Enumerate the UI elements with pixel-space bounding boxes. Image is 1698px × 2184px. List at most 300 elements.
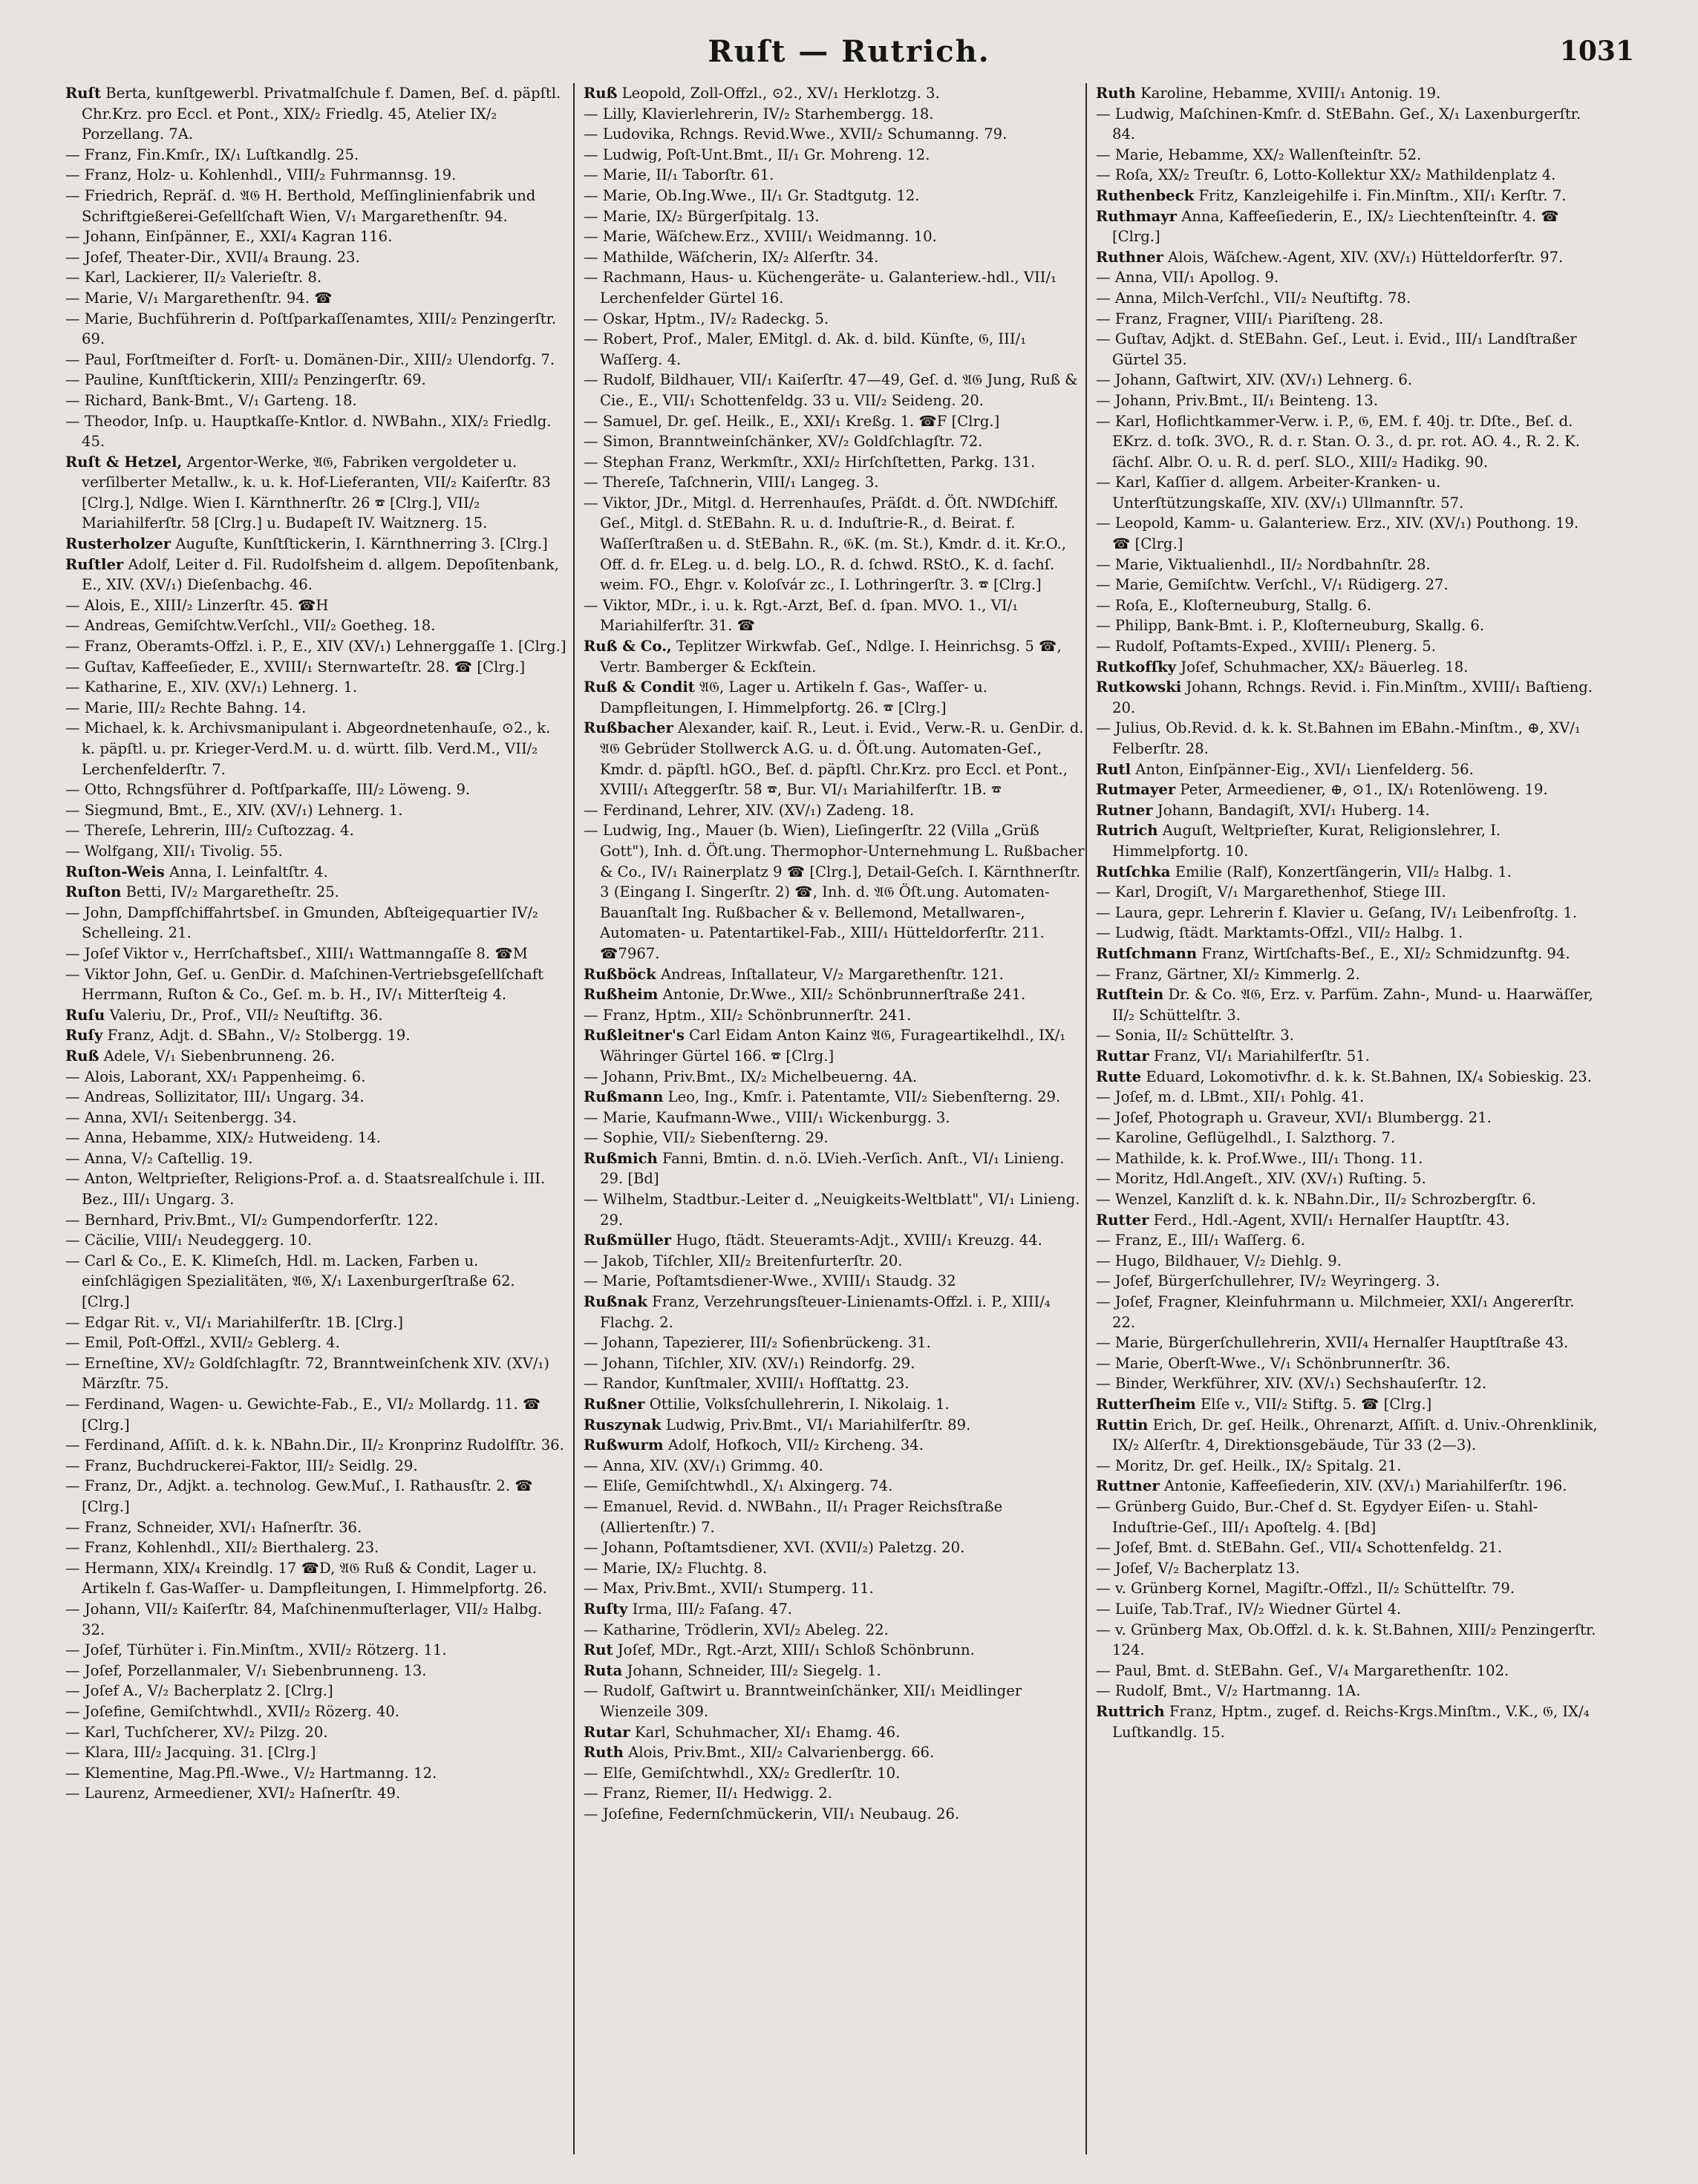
entry-details: — Viktor, MDr., i. u. k. Rgt.-Arzt, Beſ. d. ſpan. MVO. 1., VI/₁ Mariahilferſtr. 31. ☎ <box>584 596 1019 635</box>
entry-details: — Stephan Franz, Werkmſtr., XXI/₂ Hirſchſtetten, Parkg. 131. <box>584 453 1036 471</box>
entry-details: Karl, Schuhmacher, XI/₁ Ehamg. 46. <box>634 1723 901 1741</box>
entry-details: — Oskar, Hptm., IV/₂ Radeckg. 5. <box>584 310 829 327</box>
directory-entry <box>1096 820 1598 861</box>
directory-entry <box>584 636 1085 677</box>
directory-entry <box>584 1456 1085 1477</box>
entry-details: — Otto, Rchngsführer d. Poſtſparkaſſe, III/₂ Löweng. 9. <box>65 781 471 799</box>
directory-entry <box>584 267 1085 308</box>
entry-surname: Rußleitner's <box>584 1027 685 1044</box>
entry-details: — Marie, Buchführerin d. Poſtſparkaſſenamtes, XIII/₂ Penzingerſtr. 69. <box>65 310 557 348</box>
entry-details: — Rudolf, Bmt., V/₂ Hartmanng. 1A. <box>1096 1682 1361 1700</box>
directory-entry <box>1096 247 1598 268</box>
directory-entry <box>1096 1394 1598 1415</box>
directory-entry <box>65 247 567 268</box>
entry-details: — Johann, Tiſchler, XIV. (XV/₁) Reindorfg. 29. <box>584 1354 915 1372</box>
entry-details: — Anna, XVI/₁ Seitenbergg. 34. <box>65 1108 297 1126</box>
directory-entry <box>65 615 567 636</box>
directory-entry <box>584 431 1085 452</box>
directory-entry <box>65 1210 567 1231</box>
directory-entry <box>65 1681 567 1701</box>
entry-details: — Klementine, Mag.Pfl.-Wwe., V/₂ Hartmanng. 12. <box>65 1764 437 1782</box>
directory-entry <box>65 820 567 841</box>
entry-details: — Joſef A., V/₂ Bacherplatz 2. [Clrg.] <box>65 1682 333 1700</box>
directory-entry <box>65 1312 567 1333</box>
entry-details: — Anna, XIV. (XV/₁) Grimmg. 40. <box>584 1456 823 1474</box>
entry-details: — Katharine, Trödlerin, XVI/₂ Abeleg. 22. <box>584 1621 889 1638</box>
directory-entry <box>65 1701 567 1722</box>
column-divider <box>1085 83 1087 2154</box>
entry-details: — Marie, V/₁ Margarethenſtr. 94. ☎ <box>65 289 333 307</box>
entry-details: — Hermann, XIX/₄ Kreindlg. 17 ☎D, 𝔄𝔊 Ruß & Condit, Lager u. Artikeln f. Gas-Waſſer- u. Dampfleitungen, I. Himmelpfortg. 26. <box>65 1559 548 1598</box>
entry-details: Franz, Wirtſchafts-Beſ., E., XI/₂ Schmidzunftg. 94. <box>1201 944 1570 962</box>
directory-entry <box>65 595 567 616</box>
directory-entry <box>584 1537 1085 1558</box>
directory-entry <box>65 1517 567 1538</box>
entry-details: — Joſef, Photograph u. Graveur, XVI/₁ Blumbergg. 21. <box>1096 1108 1492 1126</box>
entry-surname: Ruth <box>584 1744 624 1762</box>
directory-entry <box>65 309 567 350</box>
directory-entry <box>1096 984 1598 1025</box>
directory-entry <box>65 83 567 145</box>
directory-entry <box>584 1578 1085 1599</box>
directory-entry <box>1096 923 1598 944</box>
entry-surname: Ruttar <box>1096 1047 1149 1065</box>
entry-details: — Michael, k. k. Archivsmanipulant i. Abgeordnetenhauſe, ⊙2., k. k. päpſtl. u. pr. Krieger-Verd.M. u. d. württ. ſilb. Verd.M., VII/₂ Lerchenfelderſtr. 7. <box>65 719 551 778</box>
directory-entry <box>584 309 1085 330</box>
directory-entry <box>584 104 1085 125</box>
column-divider <box>573 83 575 2154</box>
directory-entry <box>1096 1578 1598 1599</box>
directory-entry <box>1096 1681 1598 1701</box>
directory-entry <box>65 1128 567 1148</box>
entry-details: — Ludwig, Poſt-Unt.Bmt., II/₁ Gr. Mohreng. 12. <box>584 146 930 163</box>
entry-details: Franz, Hptm., zugef. d. Reichs-Krgs.Minſtm., V.K., 𝔊, IX/₄ Luſtkandlg. 15. <box>1112 1702 1590 1741</box>
entry-details: — Klara, III/₂ Jacquing. 31. [Clrg.] <box>65 1744 316 1762</box>
directory-entry <box>584 1681 1085 1722</box>
entry-details: — Luiſe, Tab.Traf., IV/₂ Wiedner Gürtel 4. <box>1096 1600 1402 1618</box>
directory-entry <box>1096 1415 1598 1456</box>
entry-details: — Moritz, Hdl.Angeſt., XIV. (XV/₁) Ruſting. 5. <box>1096 1170 1426 1188</box>
directory-entry <box>65 267 567 288</box>
directory-entry <box>1096 1373 1598 1394</box>
directory-entry <box>65 390 567 411</box>
entry-surname: Rutter <box>1096 1211 1149 1229</box>
directory-entry <box>65 903 567 944</box>
directory-entry <box>584 1230 1085 1251</box>
entry-details: — Marie, Gemiſchtw. Verſchl., V/₁ Rüdigerg. 27. <box>1096 576 1449 594</box>
entry-details: — Wenzel, Kanzliſt d. k. k. NBahn.Dir., II/₂ Schrozbergſtr. 6. <box>1096 1191 1536 1209</box>
directory-entry <box>1096 329 1598 370</box>
directory-entry <box>1096 1701 1598 1742</box>
directory-entry <box>584 677 1085 718</box>
directory-entry <box>65 534 567 555</box>
entry-surname: Rutſchka <box>1096 863 1171 880</box>
entry-details: — Rudolf, Gaſtwirt u. Branntweinſchänker, XII/₁ Meidlinger Wienzeile 309. <box>584 1682 1022 1720</box>
entry-surname: Ruszynak <box>584 1416 662 1433</box>
entry-details: Anna, I. Leinfaltſtr. 4. <box>169 863 328 880</box>
directory-entry <box>1096 1537 1598 1558</box>
entry-details: — John, Dampfſchiffahrtsbeſ. in Gmunden, Abſteigequartier IV/₂ Schelleing. 21. <box>65 903 538 942</box>
entry-details: Ferd., Hdl.-Agent, XVII/₁ Hernalſer Hauptſtr. 43. <box>1153 1211 1510 1229</box>
entry-details: — Samuel, Dr. geſ. Heilk., E., XXI/₁ Kreßg. 1. ☎F [Clrg.] <box>584 412 1000 430</box>
directory-entry <box>65 1025 567 1046</box>
directory-entry <box>584 247 1085 268</box>
directory-entry <box>584 1763 1085 1784</box>
entry-details: — Joſef, Bürgerſchullehrer, IV/₂ Weyringerg. 3. <box>1096 1272 1440 1290</box>
directory-entry <box>65 1046 567 1067</box>
entry-details: — Franz, Gärtner, XI/₂ Kimmerlg. 2. <box>1096 965 1360 983</box>
entry-surname: Rut <box>584 1641 613 1659</box>
column-right <box>1096 83 1598 1742</box>
directory-entry <box>65 1005 567 1026</box>
entry-surname: Rußmann <box>584 1088 664 1106</box>
entry-details: — Rudolf, Poſtamts-Exped., XVIII/₁ Plenerg. 5. <box>1096 638 1436 655</box>
entry-details: Erich, Dr. geſ. Heilk., Ohrenarzt, Aſſiſt. d. Univ.-Ohrenklinik, IX/₂ Alſerſtr. 4, Direktionsgebäude, Tür 33 (2—3). <box>1112 1416 1598 1454</box>
directory-entry <box>584 1025 1085 1066</box>
entry-details: — Viktor John, Geſ. u. GenDir. d. Maſchinen-Vertriebsgeſellſchaft Herrmann, Ruſton & Co., Geſ. m. b. H., IV/₁ Mitterſteig 4. <box>65 965 543 1004</box>
directory-entry <box>1096 718 1598 759</box>
entry-surname: Rutrich <box>1096 822 1158 840</box>
directory-entry <box>1096 575 1598 595</box>
entry-surname: Ruſt <box>65 85 102 102</box>
directory-entry <box>65 165 567 186</box>
column-middle <box>584 83 1085 1824</box>
entry-details: — Joſef, Porzellanmaler, V/₁ Siebenbrunneng. 13. <box>65 1661 427 1679</box>
entry-details: — Johann, Einſpänner, E., XXI/₄ Kagran 116. <box>65 228 393 246</box>
directory-entry <box>584 1333 1085 1353</box>
directory-entry <box>1096 186 1598 206</box>
directory-entry <box>65 1394 567 1435</box>
directory-entry <box>584 1251 1085 1272</box>
directory-entry <box>1096 83 1598 104</box>
entry-surname: Rußböck <box>584 965 656 983</box>
directory-entry <box>1096 862 1598 883</box>
entry-details: — Simon, Branntweinſchänker, XV/₂ Goldſchlagſtr. 72. <box>584 433 983 451</box>
entry-details: — Joſefine, Gemiſchtwhdl., XVII/₂ Rözerg. 40. <box>65 1702 400 1720</box>
entry-details: Johann, Bandagiſt, XVI/₁ Huberg. 14. <box>1157 801 1430 819</box>
entry-details: — Franz, Buchdruckerei-Faktor, III/₂ Seidlg. 29. <box>65 1456 418 1474</box>
entry-details: Johann, Schneider, III/₂ Siegelg. 1. <box>627 1661 881 1679</box>
entry-details: — Emil, Poſt-Offzl., XVII/₂ Geblerg. 4. <box>65 1334 340 1352</box>
entry-details: Leopold, Zoll-Offzl., ⊙2., XV/₁ Herklotzg. 3. <box>621 85 940 102</box>
directory-entry <box>584 1292 1085 1333</box>
entry-surname: Ruth <box>1096 85 1136 102</box>
entry-details: Argentor-Werke, 𝔄𝔊, Fabriken vergoldeter u. verſilberter Metallw., k. u. k. Hof-Lieferanten, VII/₂ Kaiſerſtr. 83 [Clrg.], Ndlge. Wien I. Kärnthnerſtr. 26 ☎ [Clrg.], VII/₂ Mariahilferſtr. 58 [Clrg.] u. Budapeſt IV. Waitznerg. 15. <box>82 453 551 532</box>
directory-entry <box>1096 309 1598 330</box>
page-number: 1031 <box>1559 36 1634 67</box>
directory-entry <box>65 1661 567 1681</box>
directory-entry <box>584 1722 1085 1743</box>
entry-details: Antonie, Kaffeeſiederin, XIV. (XV/₁) Mariahilferſtr. 196. <box>1163 1477 1567 1495</box>
directory-entry <box>1096 165 1598 186</box>
directory-entry <box>65 1456 567 1477</box>
entry-details: — Ferdinand, Wagen- u. Gewichte-Fab., E., VI/₂ Mollardg. 11. ☎ [Clrg.] <box>65 1396 541 1433</box>
entry-details: Karoline, Hebamme, XVIII/₁ Antonig. 19. <box>1140 85 1441 102</box>
entry-details: — Leopold, Kamm- u. Galanteriew. Erz., XIV. (XV/₁) Pouthong. 19. ☎ [Clrg.] <box>1096 514 1579 553</box>
entry-details: 𝔄𝔊, Lager u. Artikeln f. Gas-, Waſſer- u. Dampfleitungen, I. Himmelpfortg. 26. ☎ [Clrg.] <box>600 679 987 716</box>
entry-details: Ottilie, Volksſchullehrerin, I. Nikolaig. 1. <box>649 1396 950 1413</box>
entry-details: Leo, Ing., Kmſr. i. Patentamte, VII/₂ Siebenſterng. 29. <box>667 1088 1061 1106</box>
directory-entry <box>1096 1558 1598 1579</box>
entry-surname: Rutterſheim <box>1096 1396 1196 1413</box>
entry-surname: Ruttrich <box>1096 1702 1165 1720</box>
entry-details: Joſef, MDr., Rgt.-Arzt, XIII/₁ Schloß Schönbrunn. <box>617 1641 975 1659</box>
entry-details: Alexander, kaiſ. R., Leut. i. Evid., Verw.-R. u. GenDir. d. 𝔄𝔊 Gebrüder Stollwerck A.G. u. d. Öſt.ung. Automaten-Geſ., Kmdr. d. päpſtl. hGO., Beſ. d. päpſtl. Chr.Krz. pro Eccl. et Pont., XVIII/₁ Aſteggerſtr. 58 ☎, Bur. VI/₁ Mariahilferſtr. 1B. ☎ <box>600 719 1084 799</box>
entry-details: — Carl & Co., E. K. Klimeſch, Hdl. m. Lacken, Farben u. einſchlägigen Spezialitäten, 𝔄𝔊, X/₁ Laxenburgerſtraße 62. [Clrg.] <box>65 1252 515 1311</box>
directory-entry <box>584 329 1085 370</box>
directory-entry <box>65 1333 567 1353</box>
directory-entry <box>65 800 567 821</box>
entry-details: Hugo, ſtädt. Steueramts-Adjt., XVIII/₁ Kreuzg. 44. <box>676 1232 1042 1249</box>
directory-entry <box>65 636 567 657</box>
directory-entry <box>1096 615 1598 636</box>
entry-surname: Ruſton-Weis <box>65 863 165 880</box>
entry-details: — Moritz, Dr. geſ. Heilk., IX/₂ Spitalg. 21. <box>1096 1456 1402 1474</box>
entry-details: — Marie, II/₁ Taborſtr. 61. <box>584 166 774 184</box>
directory-entry <box>1096 1087 1598 1108</box>
entry-details: — Theodor, Inſp. u. Hauptkaſſe-Kntlor. d. NWBahn., XIX/₂ Friedlg. 45. <box>65 412 552 451</box>
entry-surname: Rutkowski <box>1096 679 1182 696</box>
directory-entry <box>584 1804 1085 1825</box>
entry-details: — Sophie, VII/₂ Siebenſterng. 29. <box>584 1129 829 1147</box>
directory-entry <box>584 186 1085 206</box>
entry-details: — Robert, Prof., Maler, EMitgl. d. Ak. d. bild. Künſte, 𝔊, III/₁ Waſſerg. 4. <box>584 330 1027 368</box>
entry-details: — Roſa, E., Kloſterneuburg, Stallg. 6. <box>1096 596 1372 614</box>
directory-entry <box>584 1005 1085 1026</box>
directory-entry <box>584 83 1085 104</box>
entry-details: — Alois, E., XIII/₂ Linzerſtr. 45. ☎H <box>65 596 329 614</box>
entry-surname: Rutkofſky <box>1096 658 1177 676</box>
entry-details: — Wolfgang, XII/₁ Tivolig. 55. <box>65 842 283 860</box>
entry-details: — Franz, Fin.Kmſr., IX/₁ Luſtkandlg. 25. <box>65 146 359 163</box>
entry-details: — Cäcilie, VIII/₁ Neudeggerg. 10. <box>65 1232 313 1249</box>
entry-details: — Johann, Priv.Bmt., II/₁ Beinteng. 13. <box>1096 391 1379 409</box>
entry-details: Alois, Wäſchew.-Agent, XIV. (XV/₁) Hütteldorferſtr. 97. <box>1168 248 1564 266</box>
directory-entry <box>1096 1230 1598 1251</box>
entry-details: — Edgar Rit. v., VI/₁ Mariahilferſtr. 1B. [Clrg.] <box>65 1313 404 1331</box>
entry-details: — Ludovika, Rchngs. Revid.Wwe., XVII/₂ Schumanng. 79. <box>584 125 1008 143</box>
directory-entry <box>584 1742 1085 1763</box>
directory-entry <box>1096 1148 1598 1169</box>
entry-details: — Thereſe, Lehrerin, III/₂ Cuſtozzag. 4. <box>65 822 354 840</box>
directory-entry <box>584 1783 1085 1804</box>
entry-details: Teplitzer Wirkwfab. Geſ., Ndlge. I. Heinrichsg. 5 ☎, Vertr. Bamberger & Eckſtein. <box>600 638 1062 676</box>
entry-details: — Karl, Drogiſt, V/₁ Margarethenhof, Stiege III. <box>1096 883 1446 901</box>
entry-details: — Marie, Ob.Ing.Wwe., II/₁ Gr. Stadtgutg. 12. <box>584 186 920 204</box>
entry-details: — Joſef, Bmt. d. StEBahn. Geſ., VII/₄ Schottenfeldg. 21. <box>1096 1539 1503 1557</box>
directory-entry <box>65 1108 567 1128</box>
directory-entry <box>1096 513 1598 554</box>
directory-entry <box>1096 1128 1598 1148</box>
entry-details: — Franz, Holz- u. Kohlenhdl., VIII/₂ Fuhrmannsg. 19. <box>65 166 457 184</box>
entry-surname: Ruthner <box>1096 248 1163 266</box>
entry-details: Joſef, Schuhmacher, XX/₂ Bäuerleg. 18. <box>1181 658 1469 676</box>
directory-entry <box>584 1476 1085 1497</box>
directory-entry <box>1096 1189 1598 1210</box>
entry-details: — Anna, V/₂ Caſtellig. 19. <box>65 1149 253 1167</box>
entry-details: Ludwig, Priv.Bmt., VI/₁ Mariahilferſtr. 89. <box>665 1416 971 1433</box>
entry-details: Auguſt, Weltprieſter, Kurat, Religionslehrer, I. Himmelpfortg. 10. <box>1112 822 1501 860</box>
directory-entry <box>65 1763 567 1784</box>
entry-details: Johann, Rchngs. Revid. i. Fin.Minſtm., XVIII/₁ Baſtieng. 20. <box>1112 679 1593 716</box>
entry-details: Franz, VI/₁ Mariahilferſtr. 51. <box>1153 1047 1370 1065</box>
entry-details: — Mathilde, Wäſcherin, IX/₂ Alſerſtr. 34. <box>584 248 879 266</box>
entry-details: — Karoline, Geflügelhdl., I. Salzthorg. 7. <box>1096 1129 1396 1147</box>
entry-details: — Hugo, Bildhauer, V/₂ Diehlg. 9. <box>1096 1252 1342 1269</box>
directory-entry <box>1096 472 1598 513</box>
directory-entry <box>65 411 567 452</box>
entry-details: — Anna, VII/₁ Apollog. 9. <box>1096 269 1279 287</box>
page-header <box>0 28 1698 73</box>
entry-details: — Franz, Schneider, XVI/₁ Haſnerſtr. 36. <box>65 1518 362 1536</box>
directory-entry <box>65 1742 567 1763</box>
directory-entry <box>584 145 1085 166</box>
entry-surname: Rußwurm <box>584 1436 664 1454</box>
directory-entry <box>1096 104 1598 145</box>
entry-surname: Ruſu <box>65 1006 105 1024</box>
entry-details: — Philipp, Bank-Bmt. i. P., Kloſterneuburg, Skallg. 6. <box>1096 617 1485 635</box>
entry-surname: Ruſy <box>65 1027 103 1044</box>
directory-entry <box>584 820 1085 964</box>
directory-entry <box>584 411 1085 432</box>
entry-details: — Marie, Viktualienhdl., II/₂ Nordbahnſtr. 28. <box>1096 555 1431 573</box>
entry-details: — Karl, Tuchſcherer, XV/₂ Pilzg. 20. <box>65 1723 328 1741</box>
entry-details: — Ferdinand, Lehrer, XIV. (XV/₁) Zadeng. 18. <box>584 801 915 819</box>
directory-entry <box>65 882 567 903</box>
directory-entry <box>65 1353 567 1394</box>
entry-details: — Marie, III/₂ Rechte Bahng. 14. <box>65 699 307 716</box>
entry-details: — Karl, Hoflichtkammer-Verw. i. P., 𝔊, EM. f. 40j. tr. Dſte., Beſ. d. EKrz. d. toſk. 3VO., R. d. r. Stan. O. 3., d. pr. rot. AO. 4., R. 2. K. ſächſ. Albr. O. u. R. d. perſ. SLO., XIII/₂ Hadikg. 90. <box>1096 412 1581 471</box>
directory-entry <box>1096 1210 1598 1231</box>
directory-entry <box>1096 1456 1598 1477</box>
directory-entry <box>584 1271 1085 1292</box>
entry-details: — Bernhard, Priv.Bmt., VI/₂ Gumpendorferſtr. 122. <box>65 1211 439 1229</box>
directory-entry <box>1096 800 1598 821</box>
entry-details: — Katharine, E., XIV. (XV/₁) Lehnerg. 1. <box>65 679 358 696</box>
entry-details: — Siegmund, Bmt., E., XIV. (XV/₁) Lehnerg. 1. <box>65 801 403 819</box>
directory-entry <box>584 984 1085 1005</box>
entry-details: — Lilly, Klavierlehrerin, IV/₂ Starhembergg. 18. <box>584 105 934 122</box>
entry-details: Adolf, Leiter d. Fil. Rudolfsheim d. allgem. Depoſitenbank, E., XIV. (XV/₁) Dieſenbachg. 46. <box>82 555 559 594</box>
entry-details: — Viktor, JDr., Mitgl. d. Herrenhauſes, Präſdt. d. Öſt. NWDſchiff. Geſ., Mitgl. d. StEBahn. R. u. d. Induſtrie-R., d. Beirat. f. Waſſerſtraßen u. d. StEBahn. R., 𝔊K. (m. St.), Kmdr. d. it. Kr.O., Off. d. fr. ELeg. u. d. belg. LO., R. d. ſchwd. RStO., K. d. ſachſ. weim. FO., Ehgr. v. Koloſvár zc., I. Lothringerſtr. 3. ☎ [Clrg.] <box>584 494 1066 594</box>
directory-entry <box>1096 779 1598 800</box>
entry-details: Berta, kunſtgewerbl. Privatmalſchule f. Damen, Beſ. d. päpſtl. Chr.Krz. pro Eccl. et Pont., XIX/₂ Friedlg. 45, Atelier IX/₂ Porzellang. 7A. <box>82 85 561 143</box>
directory-entry <box>1096 759 1598 780</box>
directory-entry <box>65 657 567 678</box>
directory-entry <box>1096 1620 1598 1661</box>
entry-details: — Paul, Forſtmeiſter d. Forſt- u. Domänen-Dir., XIII/₂ Ulendorfg. 7. <box>65 350 555 368</box>
entry-details: — Johann, Poſtamtsdiener, XVI. (XVII/₂) Paletzg. 20. <box>584 1539 965 1557</box>
directory-entry <box>584 1373 1085 1394</box>
entry-details: — Marie, Bürgerſchullehrerin, XVII/₄ Hernalſer Hauptſtraße 43. <box>1096 1334 1569 1352</box>
entry-surname: Rußmüller <box>584 1232 672 1249</box>
directory-entry <box>584 1435 1085 1456</box>
entry-details: Betti, IV/₂ Margaretheſtr. 25. <box>125 883 339 901</box>
entry-details: — Grünberg Guido, Bur.-Chef d. St. Egydyer Eiſen- u. Stahl-Induſtrie-Geſ., III/₁ Apoſtelg. 4. [Bd] <box>1096 1497 1538 1536</box>
entry-surname: Rutner <box>1096 801 1153 819</box>
entry-details: — Franz, Hptm., XII/₂ Schönbrunnerſtr. 241. <box>584 1006 912 1024</box>
entry-surname: Rutl <box>1096 760 1132 778</box>
entry-details: — Mathilde, k. k. Prof.Wwe., III/₁ Thong. 11. <box>1096 1149 1423 1167</box>
directory-entry <box>65 1640 567 1661</box>
directory-entry <box>65 779 567 800</box>
entry-details: — Julius, Ob.Revid. d. k. k. St.Bahnen im EBahn.-Minſtm., ⊕, XV/₁ Felberſtr. 28. <box>1096 719 1581 757</box>
entry-details: — Franz, Riemer, II/₁ Hedwigg. 2. <box>584 1785 832 1802</box>
entry-surname: Ruta <box>584 1661 623 1679</box>
directory-entry <box>65 1251 567 1312</box>
directory-entry <box>584 964 1085 985</box>
directory-entry <box>584 124 1085 145</box>
directory-entry <box>65 370 567 390</box>
entry-details: — Johann, Tapezierer, III/₂ Sofienbrückeng. 31. <box>584 1334 931 1352</box>
directory-entry <box>584 472 1085 493</box>
directory-entry <box>584 1415 1085 1436</box>
directory-entry <box>584 1108 1085 1128</box>
entry-details: — Johann, VII/₂ Kaiſerſtr. 84, Maſchinenmuſterlager, VII/₂ Halbg. 32. <box>65 1600 543 1638</box>
entry-details: Dr. & Co. 𝔄𝔊, Erz. v. Parfüm. Zahn-, Mund- u. Haarwäſſer, II/₂ Schüttelſtr. 3. <box>1112 986 1593 1024</box>
entry-details: — Anton, Weltprieſter, Religions-Prof. a. d. Staatsrealſchule i. III. Bez., III/₁ Ungarg. 3. <box>65 1170 546 1209</box>
entry-details: — Joſef, Fragner, Kleinfuhrmann u. Milchmeier, XXI/₁ Angererſtr. 22. <box>1096 1293 1575 1331</box>
directory-entry <box>1096 267 1598 288</box>
entry-details: — Joſef, Theater-Dir., XVII/₄ Braung. 23. <box>65 248 360 266</box>
directory-entry <box>65 1722 567 1743</box>
directory-entry <box>65 1783 567 1804</box>
entry-details: — Pauline, Kunſtſtickerin, XIII/₂ Penzingerſtr. 69. <box>65 371 426 389</box>
entry-surname: Rutar <box>584 1723 630 1741</box>
entry-details: — Richard, Bank-Bmt., V/₁ Garteng. 18. <box>65 391 357 409</box>
directory-entry <box>1096 1251 1598 1272</box>
entry-details: — Anna, Milch-Verſchl., VII/₂ Neuſtiftg. 78. <box>1096 289 1411 307</box>
entry-surname: Ruttner <box>1096 1477 1160 1495</box>
entry-details: — Randor, Kunſtmaler, XVIII/₁ Hofſtattg. 23. <box>584 1375 910 1393</box>
entry-details: — Rachmann, Haus- u. Küchengeräte- u. Galanteriew.-hdl., VII/₁ Lerchenfelder Gürtel 16. <box>584 269 1057 307</box>
entry-details: — Ludwig, Ing., Mauer (b. Wien), Lieſingerſtr. 22 (Villa „Grüß Gott"), Inh. d. Öſt.ung. Thermophor-Unternehmung L. Rußbacher & Co., IV/₁ Rainerplatz 9 ☎ [Clrg.], Detail-Geſch. I. Kärnthnerſtr. 3 (Eingang I. Singerſtr. 2) ☎, Inh. d. 𝔄𝔊 Öſt.ung. Automaten-Bauanſtalt Ing. Rußbacher & v. Bellemond, Metallwaren-, Automaten- u. Patentartikel-Fab., XIII/₁ Hütteldorferſtr. 211. ☎7967. <box>584 822 1085 962</box>
directory-entry <box>1096 411 1598 473</box>
entry-details: — Karl, Lackierer, II/₂ Valerieſtr. 8. <box>65 269 322 287</box>
directory-entry <box>1096 677 1598 718</box>
entry-details: — Andreas, Sollizitator, III/₁ Ungarg. 34. <box>65 1088 365 1106</box>
entry-surname: Ruthmayr <box>1096 207 1177 225</box>
entry-details: Fritz, Kanzleigehilfe i. Fin.Minſtm., XII/₁ Kerſtr. 7. <box>1198 186 1567 204</box>
directory-entry <box>584 206 1085 227</box>
entry-details: — Paul, Bmt. d. StEBahn. Geſ., V/₄ Margarethenſtr. 102. <box>1096 1661 1509 1679</box>
directory-entry <box>65 1230 567 1251</box>
directory-entry <box>584 493 1085 595</box>
directory-entry <box>584 1620 1085 1641</box>
entry-details: — Binder, Werkführer, XIV. (XV/₁) Sechshauſerſtr. 12. <box>1096 1375 1487 1393</box>
directory-entry <box>1096 1333 1598 1353</box>
directory-entry <box>1096 1271 1598 1292</box>
entry-details: — Marie, Wäſchew.Erz., XVIII/₁ Weidmanng. 10. <box>584 228 937 246</box>
entry-details: Fanni, Bmtin. d. n.ö. LVieh.-Verſich. Anſt., VI/₁ Linieng. 29. [Bd] <box>600 1149 1065 1188</box>
directory-entry <box>584 718 1085 800</box>
directory-entry <box>65 1599 567 1640</box>
entry-surname: Rusterholzer <box>65 535 172 553</box>
directory-entry <box>584 370 1085 411</box>
entry-surname: Rutſchmann <box>1096 944 1198 962</box>
directory-entry <box>1096 390 1598 411</box>
directory-entry <box>1096 636 1598 657</box>
entry-details: — Rudolf, Bildhauer, VII/₁ Kaiſerſtr. 47—49, Geſ. d. 𝔄𝔊 Jung, Ruß & Cie., E., VII/₁ Schottenfeldg. 33 u. VII/₂ Seideng. 20. <box>584 371 1078 409</box>
entry-surname: Ruß & Co., <box>584 638 672 655</box>
directory-entry <box>65 1476 567 1517</box>
entry-details: — Alois, Laborant, XX/₁ Pappenheimg. 6. <box>65 1068 366 1085</box>
entry-surname: Rutmayer <box>1096 781 1176 799</box>
directory-entry <box>65 1537 567 1558</box>
directory-entry <box>1096 1108 1598 1128</box>
directory-entry <box>65 718 567 779</box>
entry-surname: Ruſton <box>65 883 122 901</box>
